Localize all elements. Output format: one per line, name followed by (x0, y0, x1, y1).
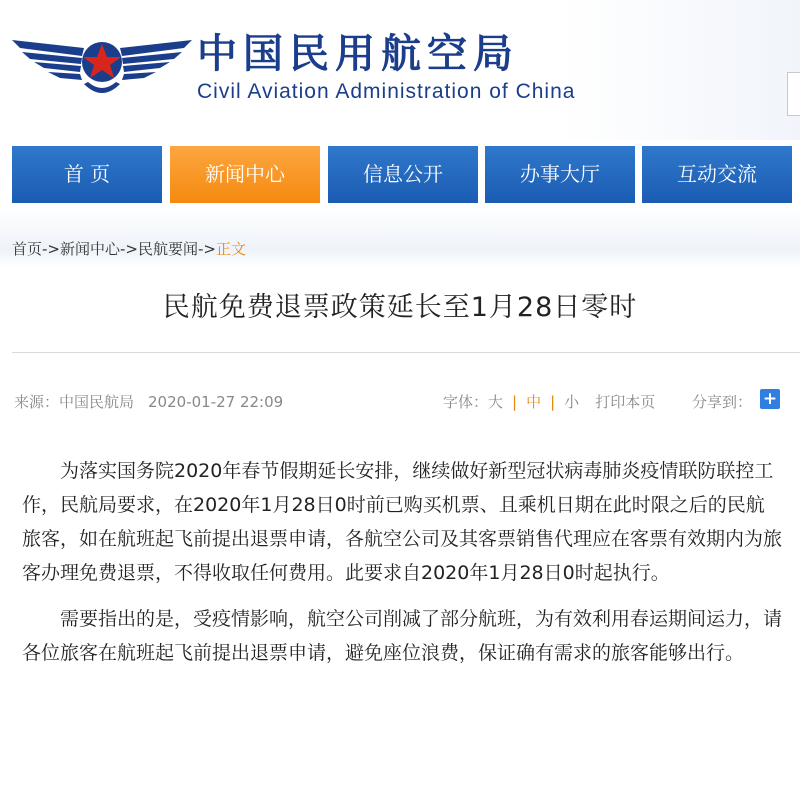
article-meta (14, 391, 283, 412)
breadcrumb-news[interactable]: 新闻中心 (60, 240, 121, 258)
nav-news-center[interactable]: 新闻中心 (170, 146, 320, 203)
breadcrumb (12, 238, 246, 259)
site-title-cn: 中国民用航空局 (197, 31, 519, 77)
breadcrumb-separator: -> (120, 240, 138, 258)
nav-home[interactable]: 首 页 (12, 146, 162, 203)
font-large-option[interactable]: 大 (488, 393, 504, 411)
article-title: 民航免费退票政策延长至1月28日零时 (162, 292, 638, 323)
nav-interaction[interactable]: 互动交流 (642, 146, 792, 203)
plus-icon[interactable]: + (760, 389, 780, 409)
breadcrumb-separator: -> (42, 240, 60, 258)
share-label: 分享到： (692, 393, 753, 411)
side-widget-edge (787, 72, 800, 116)
breadcrumb-home[interactable]: 首页 (12, 240, 43, 258)
breadcrumb-separator: -> (198, 240, 216, 258)
article-source: 来源：中国民航局 (14, 393, 135, 411)
font-size-control: 字体：大 | 中 | 小 打印本页 (443, 393, 656, 411)
font-small-option[interactable]: 小 (564, 393, 580, 411)
article-body (22, 454, 782, 682)
main-nav (12, 146, 800, 203)
nav-service-hall[interactable]: 办事大厅 (485, 146, 635, 203)
breadcrumb-section[interactable]: 民航要闻 (138, 240, 199, 258)
nav-info-disclosure[interactable]: 信息公开 (328, 146, 478, 203)
site-header (0, 0, 800, 140)
article-paragraph: 需要指出的是，受疫情影响，航空公司削减了部分航班，为有效利用春运期间运力，请各位旅客在航班起飞前提出退票申请，避免座位浪费，保证确有需求的旅客能够出行。 (22, 608, 783, 664)
site-title-en: Civil Aviation Administration of China (197, 80, 576, 103)
font-size-label: 字体： (443, 393, 489, 411)
title-divider (12, 352, 800, 353)
breadcrumb-current: 正文 (216, 240, 247, 258)
article-paragraph: 为落实国务院2020年春节假期延长安排，继续做好新型冠状病毒肺炎疫情联防联控工作，民航局要求，在2020年1月28日0时前已购买机票、且乘机日期在此时限之后的民航旅客，如在航班起飞前提出退票申请，各航空公司及其客票销售代理应在客票有效期内为旅客办理免费退票，不得收取任何费用。此要求自2020年1月28日0时起执行。 (22, 460, 783, 584)
print-link[interactable]: 打印本页 (595, 393, 656, 411)
font-medium-option[interactable]: 中 (526, 393, 542, 411)
article-date: 2020-01-27 22:09 (148, 393, 284, 411)
caac-logo-icon[interactable] (12, 22, 192, 106)
